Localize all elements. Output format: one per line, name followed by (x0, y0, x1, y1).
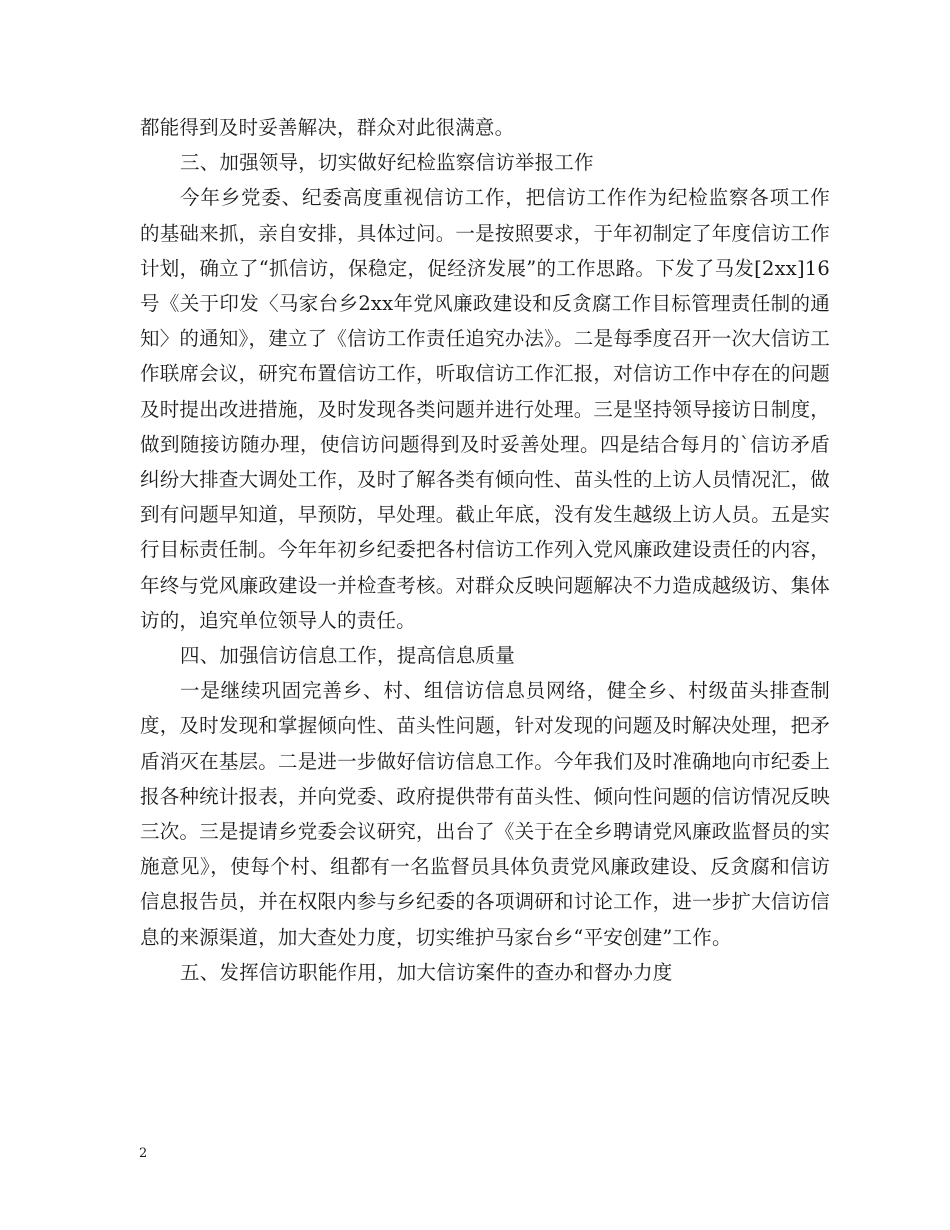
paragraph-continuation: 都能得到及时妥善解决，群众对此很满意。 (140, 116, 515, 139)
section-heading-3: 三、加强领导，切实做好纪检监察信访举报工作 (180, 151, 594, 175)
document-body (140, 110, 830, 990)
paragraph-section-4: 一是继续巩固完善乡、村、组信访信息员网络，健全乡、村级苗头排查制度，及时发现和掌握倾向性、苗头性问题，针对发现的问题及时解决处理，把矛盾消灭在基层。二是进一步做好信访信息工作。今年我们及时准确地向市纪委上报各种统计报表，并向党委、政府提供带有苗头性、倾向性问题的信访情况反映三次。三是提请乡党委会议研究，出台了《关于在全乡聘请党风廉政监督员的实施意见》，使每个村、组都有一名监督员具体负责党风廉政建设、反贪腐和信访信息报告员，并在权限内参与乡纪委的各项调研和讨论工作，进一步扩大信访信息的来源渠道，加大查处力度，切实维护马家台乡“平安创建”工作。 (140, 679, 830, 949)
page-number: 2 (139, 1146, 148, 1161)
section-heading-4: 四、加强信访信息工作，提高信息质量 (180, 644, 515, 668)
section-heading-5: 五、发挥信访职能作用，加大信访案件的查办和督办力度 (180, 960, 673, 984)
paragraph-section-3: 今年乡党委、纪委高度重视信访工作，把信访工作作为纪检监察各项工作的基础来抓，亲自安排，具体过问。一是按照要求，于年初制定了年度信访工作计划，确立了“抓信访，保稳定，促经济发展”的工作思路。下发了马发[2xx]16号《关于印发〈马家台乡2xx年党风廉政建设和反贪腐工作目标管理责任制的通知〉的通知》，建立了《信访工作责任追究办法》。二是每季度召开一次大信访工作联席会议，研究布置信访工作，听取信访工作汇报，对信访工作中存在的问题及时提出改进措施，及时发现各类问题并进行处理。三是坚持领导接访日制度，做到随接访随办理，使信访问题得到及时妥善处理。四是结合每月的`信访矛盾纠纷大排查大调处工作，及时了解各类有倾向性、苗头性的上访人员情况汇，做到有问题早知道，早预防，早处理。截止年底，没有发生越级上访人员。五是实行目标责任制。今年年初乡纪委把各村信访工作列入党风廉政建设责任的内容，年终与党风廉政建设一并检查考核。对群众反映问题解决不力造成越级访、集体访的，追究单位领导人的责任。 (140, 186, 830, 632)
